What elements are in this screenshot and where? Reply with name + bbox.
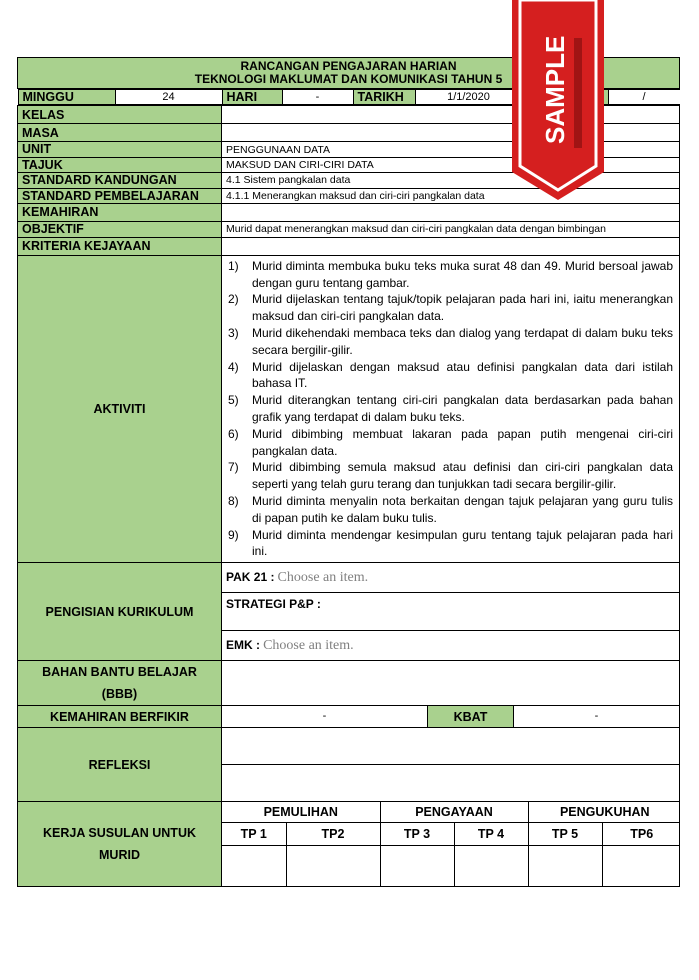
unit-label: UNIT: [18, 142, 222, 157]
hari-value[interactable]: -: [282, 90, 353, 105]
unit-value[interactable]: PENGGUNAAN DATA: [222, 142, 680, 157]
aktiviti-item-number: 9): [228, 527, 239, 542]
pengisian-kurikulum-label: PENGISIAN KURIKULUM: [18, 563, 222, 661]
stamp-text: SAMPLE: [540, 35, 570, 144]
aktiviti-item-number: 4): [228, 359, 239, 374]
aktiviti-item: [226, 291, 679, 325]
kerja-susulan-grid-cell: [222, 802, 680, 887]
aktiviti-item-number: 2): [228, 292, 239, 307]
tp5-cell[interactable]: [528, 845, 602, 886]
aktiviti-list[interactable]: [222, 255, 680, 562]
minggu-label: MINGGU: [18, 90, 115, 105]
kriteria-kejayaan-label: KRITERIA KEJAYAAN: [18, 237, 222, 255]
strategi-field[interactable]: [222, 593, 680, 631]
group-pengayaan: PENGAYAAN: [380, 802, 528, 822]
aktiviti-label: AKTIVITI: [18, 255, 222, 562]
aktiviti-item-text: Murid diminta menyalin nota berkaitan dengan tajuk pelajaran yang guru tulis di papan putih ke dalam buku tulis.: [252, 494, 674, 525]
aktiviti-item: [226, 459, 679, 493]
pak21-field[interactable]: [222, 563, 680, 593]
kerja-susulan-grid: [222, 802, 680, 886]
aktiviti-item-text: Murid diterangkan tentang ciri-ciri pangkalan data berdasarkan pada bahan grafik yang terdapat di dalam buku teks.: [252, 393, 674, 425]
aktiviti-item: [226, 359, 679, 393]
masa-label: MASA: [18, 124, 222, 142]
aktiviti-item: [226, 493, 679, 527]
aktiviti-item-text: Murid diminta membuka buku teks muka surat 48 dan 49. Murid bersoal jawab dengan guru tentang gambar.: [252, 258, 674, 290]
aktiviti-item: [226, 258, 679, 292]
kemahiran-berfikir-label: KEMAHIRAN BERFIKIR: [18, 706, 222, 728]
bbb-label: [18, 661, 222, 706]
tp1-cell[interactable]: [222, 845, 286, 886]
kemahiran-value[interactable]: [222, 203, 680, 221]
kbat-label: KBAT: [428, 706, 514, 728]
kerja-susulan-label: [18, 802, 222, 887]
aktiviti-item-number: 7): [228, 460, 239, 475]
tarikh-value[interactable]: 1/1/2020: [415, 90, 522, 105]
tp6-header: TP6: [602, 823, 680, 846]
masa-value[interactable]: /: [608, 90, 680, 105]
kbat-value[interactable]: -: [514, 706, 680, 728]
refleksi-label: REFLEKSI: [18, 728, 222, 802]
objektif-label: OBJEKTIF: [18, 221, 222, 237]
group-pemulihan: PEMULIHAN: [222, 802, 380, 822]
aktiviti-item-text: Murid dijelaskan tentang tajuk/topik pelajaran pada hari ini, iaitu menerangkan maksud dan ciri-ciri pangkalan data.: [252, 292, 674, 324]
aktiviti-item: [226, 426, 679, 460]
kriteria-kejayaan-value[interactable]: [222, 237, 680, 255]
hari-label: HARI: [222, 90, 282, 105]
minggu-value[interactable]: 24: [115, 90, 222, 105]
standard-kandungan-label: STANDARD KANDUNGAN: [18, 173, 222, 188]
emk-label: EMK :: [226, 637, 260, 652]
kerja-susulan-line1: KERJA SUSULAN UNTUK: [42, 826, 196, 841]
aktiviti-item: [226, 527, 679, 561]
tp6-cell[interactable]: [602, 845, 680, 886]
kelas-label: KELAS: [18, 106, 222, 124]
tajuk-value[interactable]: MAKSUD DAN CIRI-CIRI DATA: [222, 157, 680, 172]
aktiviti-item-number: 5): [228, 393, 239, 408]
aktiviti-item-number: 6): [228, 426, 239, 441]
tp1-header: TP 1: [222, 823, 286, 846]
aktiviti-item-number: 1): [228, 258, 239, 273]
tp5-header: TP 5: [528, 823, 602, 846]
pak21-label: PAK 21 :: [226, 569, 275, 584]
plan-title-line1: RANCANGAN PENGAJARAN HARIAN: [240, 59, 457, 73]
bbb-label-line1: BAHAN BANTU BELAJAR: [42, 665, 197, 680]
aktiviti-item: [226, 325, 679, 359]
tp4-cell[interactable]: [454, 845, 528, 886]
aktiviti-items: [226, 258, 679, 560]
tp4-header: TP 4: [454, 823, 528, 846]
tp2-header: TP2: [286, 823, 380, 846]
aktiviti-item-text: Murid diminta mendengar kesimpulan guru tentang tajuk pelajaran pada hari ini.: [252, 527, 674, 559]
masa-field[interactable]: [222, 124, 680, 142]
aktiviti-item-text: Murid dibimbing membuat lakaran pada papan putih mengenai ciri-ciri pangkalan data.: [252, 426, 674, 458]
aktiviti-item-text: Murid dijelaskan dengan maksud atau definisi pangkalan data dari istilah bahasa IT.: [252, 359, 674, 391]
bbb-value[interactable]: [222, 661, 680, 706]
emk-field[interactable]: [222, 631, 680, 661]
refleksi-field-1[interactable]: [222, 728, 680, 765]
aktiviti-item: [226, 392, 679, 426]
aktiviti-item-text: Murid dibimbing semula maksud atau definisi dan ciri-ciri pangkalan data seperti yang telah guru terang dan tunjukkan tadi secara bergilir-gilir.: [252, 460, 674, 492]
stamp-bar: [574, 38, 582, 148]
tp3-header: TP 3: [380, 823, 454, 846]
aktiviti-item-text: Murid dikehendaki membaca teks dan dialog yang terdapat di dalam buku teks secara bergilir-gilir.: [252, 326, 674, 357]
kelas-value[interactable]: [222, 106, 680, 124]
kerja-susulan-line2: MURID: [99, 848, 140, 863]
group-pengukuhan: PENGUKUHAN: [528, 802, 680, 822]
kemahiran-label: KEMAHIRAN: [18, 203, 222, 221]
tajuk-label: TAJUK: [18, 157, 222, 172]
objektif-value[interactable]: Murid dapat menerangkan maksud dan ciri-ciri pangkalan data dengan bimbingan: [222, 221, 680, 237]
bbb-label-line2: (BBB): [101, 687, 138, 702]
strategi-label: STRATEGI P&P :: [226, 597, 321, 612]
sample-stamp: [512, 0, 604, 200]
tp3-cell[interactable]: [380, 845, 454, 886]
refleksi-field-2[interactable]: [222, 765, 680, 802]
standard-pembelajaran-label: STANDARD PEMBELAJARAN: [18, 188, 222, 203]
aktiviti-item-number: 3): [228, 326, 239, 341]
standard-pembelajaran-value[interactable]: 4.1.1 Menerangkan maksud dan ciri-ciri pangkalan data: [222, 188, 680, 203]
plan-title-line2: TEKNOLOGI MAKLUMAT DAN KOMUNIKASI TAHUN 5: [194, 72, 503, 86]
emk-dropdown[interactable]: Choose an item.: [263, 637, 354, 653]
aktiviti-item-number: 8): [228, 494, 239, 509]
tarikh-label: TARIKH: [353, 90, 415, 105]
pak21-dropdown[interactable]: Choose an item.: [277, 569, 369, 585]
standard-kandungan-value[interactable]: 4.1 Sistem pangkalan data: [222, 173, 680, 188]
tp2-cell[interactable]: [286, 845, 380, 886]
kemahiran-berfikir-value[interactable]: -: [222, 706, 428, 728]
